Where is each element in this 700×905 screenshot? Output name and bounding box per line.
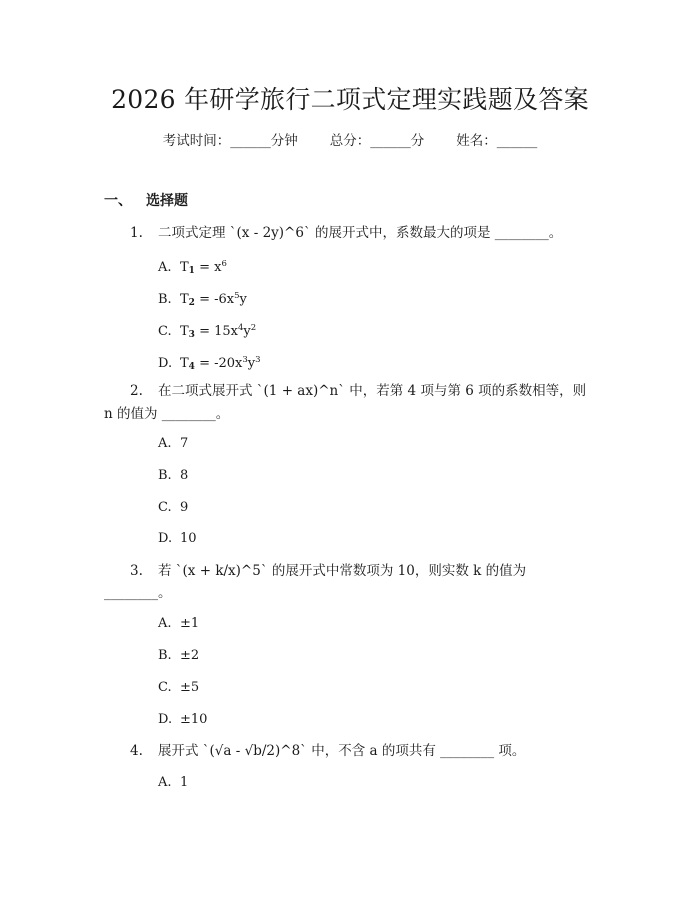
option-2a: A. 7 [158, 436, 189, 451]
question-2-continued [104, 404, 229, 424]
question-text: ________。 [104, 585, 172, 601]
section-number: 一、 [104, 193, 132, 209]
option-1d: D. $T_4 = -20x^3y^3$ [158, 355, 261, 372]
student-name: 姓名：______ [456, 133, 538, 149]
option-label: B. [158, 292, 172, 307]
question-text: 展开式 `(√a - √b/2)^8` 中，不含 a 的项共有 ________ 项。 [158, 743, 526, 759]
question-text: 二项式定理 `(x - 2y)^6` 的展开式中，系数最大的项是 ________。 [158, 225, 563, 241]
option-label: A. [158, 260, 172, 275]
option-3c: C. ±5 [158, 680, 200, 695]
option-1c: C. $T_3 = 15x^4y^2$ [158, 323, 257, 340]
question-text: n 的值为 ________。 [104, 406, 230, 422]
option-2d: D. 10 [158, 531, 197, 546]
question-text: 若 `(x + k/x)^5` 的展开式中常数项为 10，则实数 k 的值为 [158, 563, 527, 579]
section-heading [104, 191, 188, 211]
section-title: 选择题 [146, 193, 188, 209]
exam-meta [0, 131, 700, 151]
exam-time: 考试时间：______分钟 [162, 133, 298, 149]
question-number: 1. [130, 225, 143, 241]
question-4 [130, 741, 525, 761]
option-label: D. [158, 356, 173, 371]
option-3a: A. ±1 [158, 616, 200, 631]
question-3 [130, 561, 526, 581]
question-number: 3. [130, 563, 143, 579]
question-number: 4. [130, 743, 143, 759]
question-text: 在二项式展开式 `(1 + ax)^n` 中，若第 4 项与第 6 项的系数相等，则 [158, 383, 587, 399]
question-number: 2. [130, 383, 143, 399]
total-score: 总分：______分 [329, 133, 425, 149]
option-2b: B. 8 [158, 468, 189, 483]
question-2 [130, 381, 586, 401]
option-label: C. [158, 324, 172, 339]
option-3b: B. ±2 [158, 648, 200, 663]
question-3-continued [104, 583, 172, 603]
option-2c: C. 9 [158, 500, 189, 515]
option-4a: A. 1 [158, 775, 189, 790]
option-1a: A. $T_1 = x^6$ [158, 259, 227, 276]
question-1 [130, 223, 562, 243]
option-3d: D. ±10 [158, 712, 208, 727]
page-title: 2026 年研学旅行二项式定理实践题及答案 [111, 85, 589, 114]
option-1b: B. $T_2 = -6x^5y$ [158, 291, 247, 308]
